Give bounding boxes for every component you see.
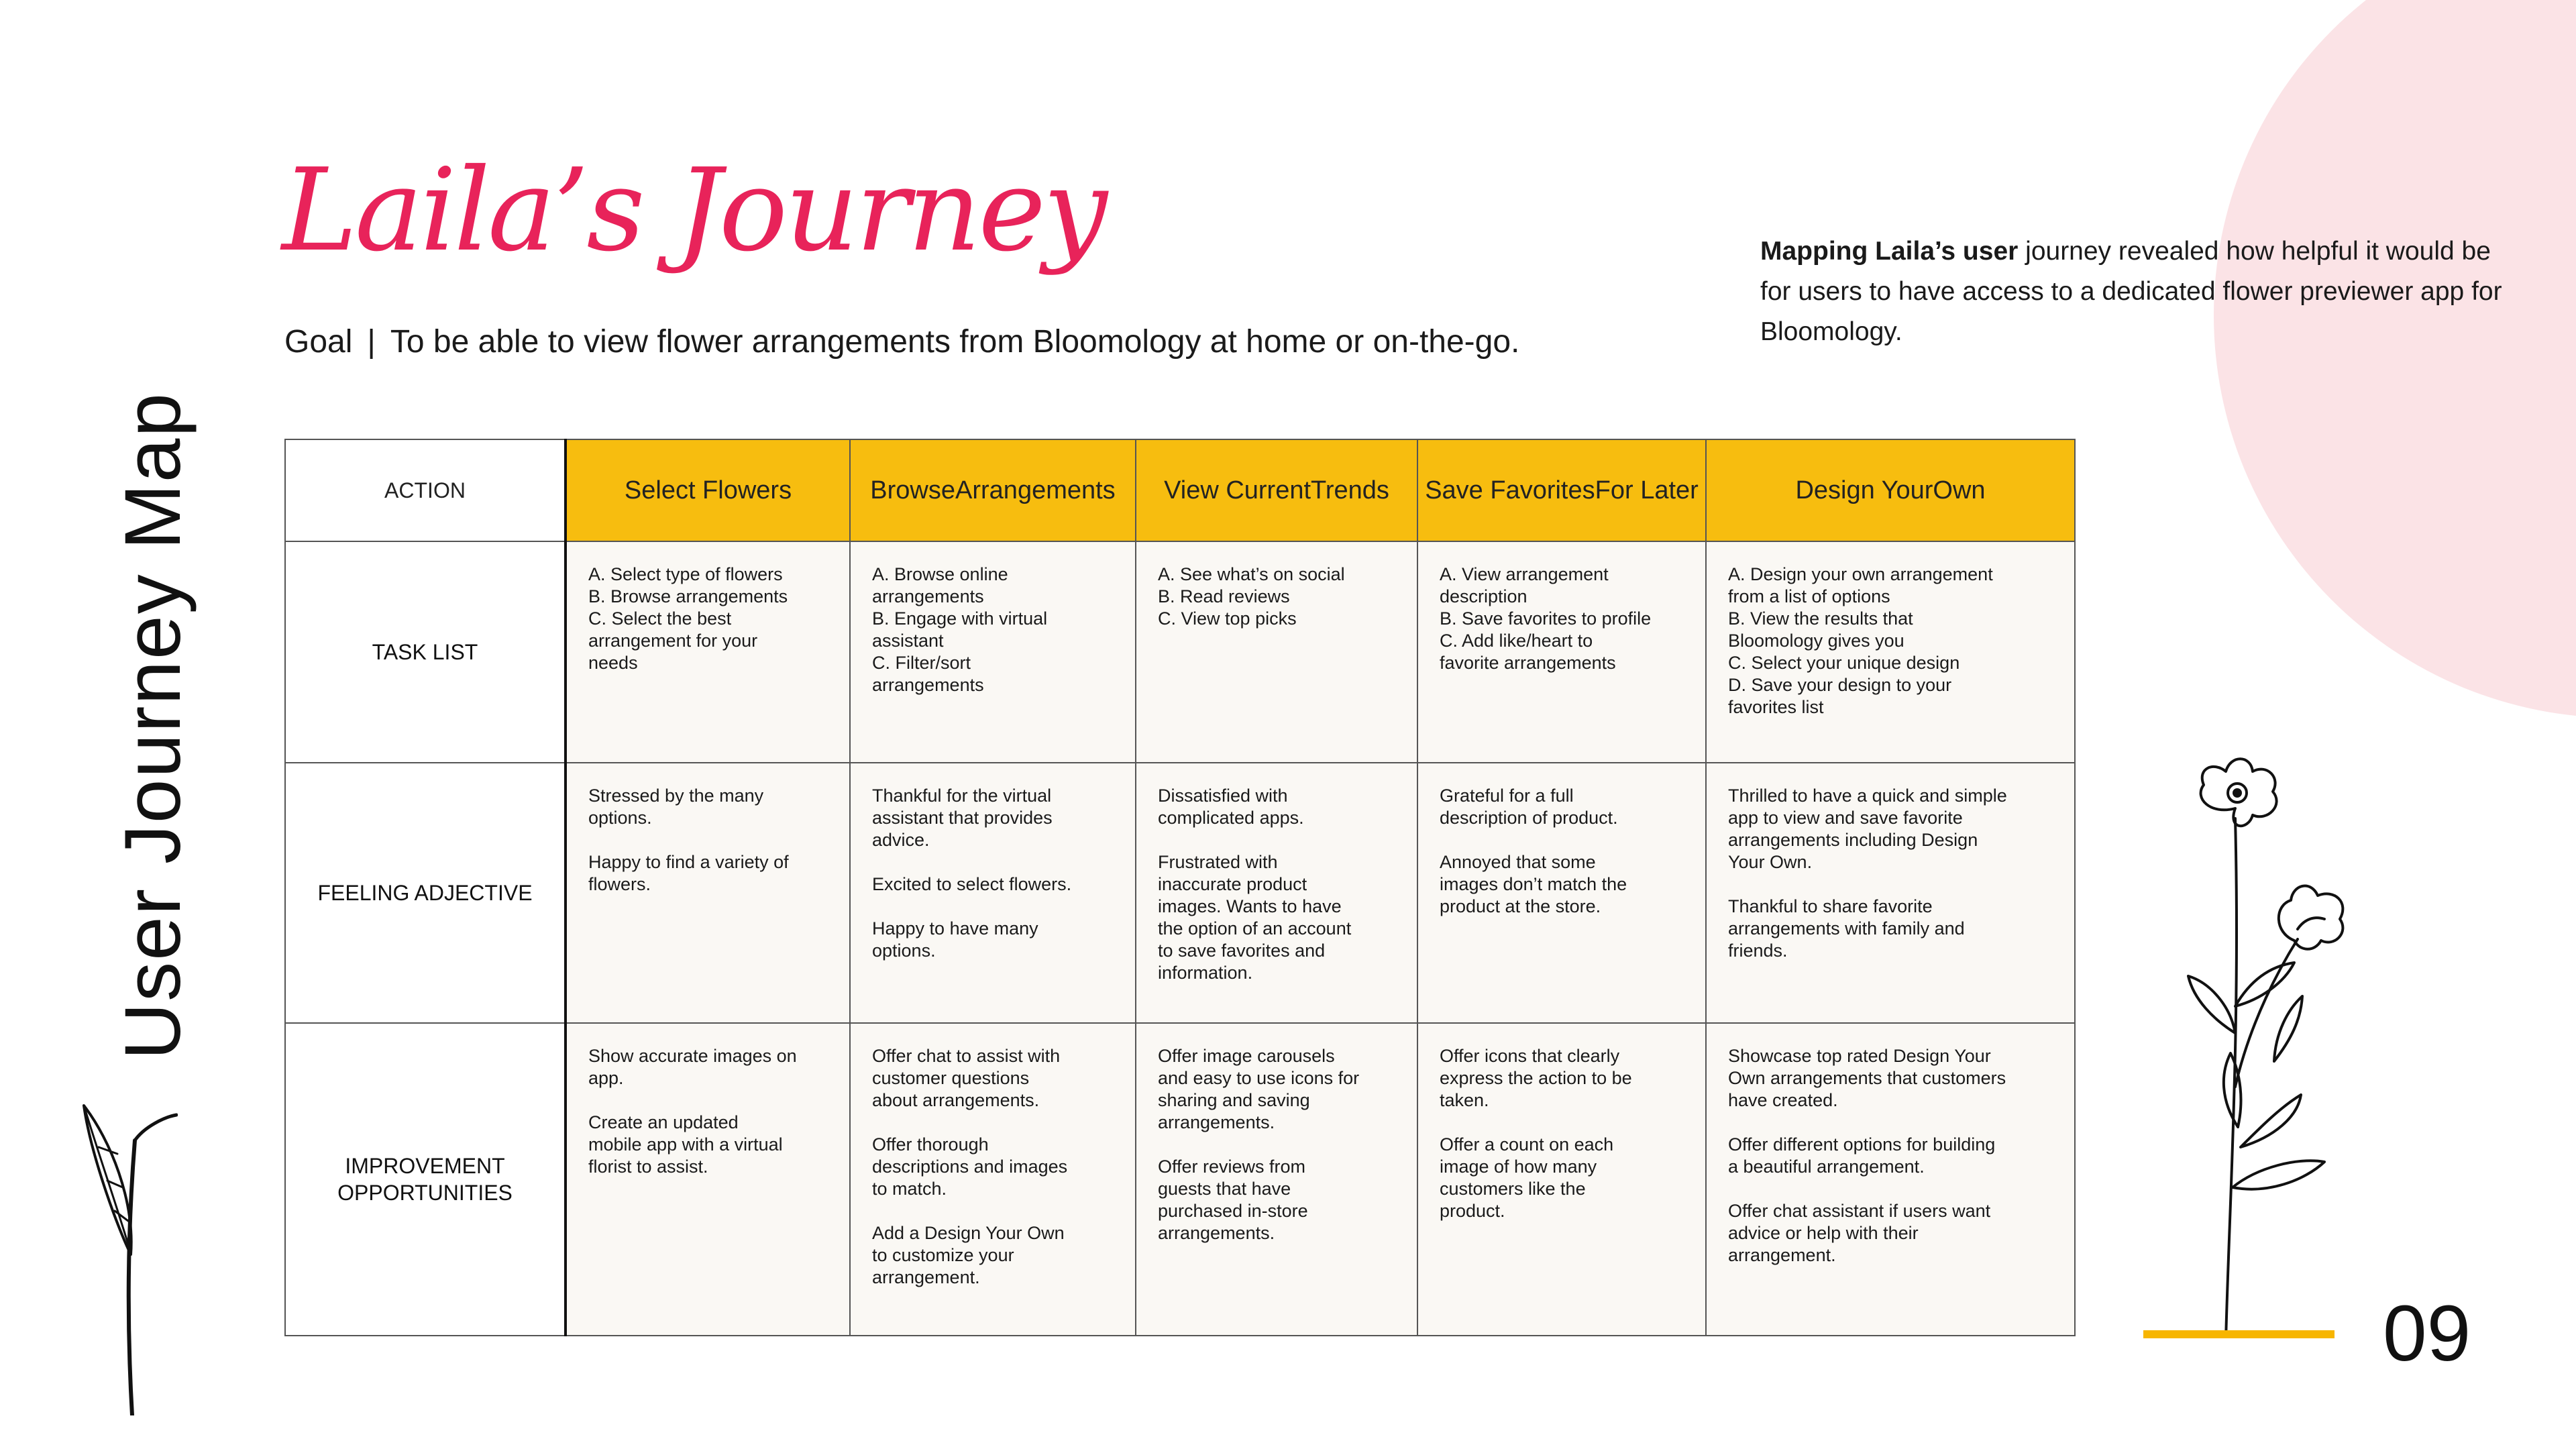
cell-text	[567, 1024, 849, 1178]
column-header	[1417, 439, 1706, 541]
cell-line: Offer image carousels	[1158, 1046, 1335, 1066]
cell-line: have created.	[1728, 1090, 1838, 1110]
column-header-line: Save Favorites	[1425, 476, 1595, 504]
cell-line	[872, 1112, 1122, 1134]
cell-text	[1707, 763, 2074, 962]
cell-text	[567, 542, 849, 674]
cell-line: A. View arrangement	[1440, 564, 1609, 584]
cell-line	[1440, 829, 1692, 851]
cell-line	[588, 1089, 836, 1112]
cell-line: Happy to have many	[872, 918, 1038, 938]
cell-line: about arrangements.	[872, 1090, 1040, 1110]
page-number: 09	[2383, 1289, 2471, 1378]
cell-line: Showcase top rated Design Your	[1728, 1046, 1991, 1066]
cell-line: from a list of options	[1728, 586, 1890, 606]
leaf-branch-icon	[70, 1100, 178, 1415]
cell-text	[567, 763, 849, 896]
cell-line: C. Select your unique design	[1728, 653, 1960, 673]
cell-line: C. Add like/heart to	[1440, 631, 1593, 651]
column-header-line: Design Your	[1795, 476, 1933, 504]
cell-line: purchased in-store	[1158, 1201, 1308, 1221]
row-label	[285, 763, 566, 1023]
goal-separator: |	[367, 324, 376, 360]
cell-line: assistant	[872, 631, 944, 651]
cell-line: complicated apps.	[1158, 808, 1304, 828]
cell-line: Excited to select flowers.	[872, 874, 1072, 894]
cell-text	[851, 1024, 1135, 1289]
cell-line: B. Read reviews	[1158, 586, 1290, 606]
table-cell	[566, 541, 850, 763]
summary-paragraph	[1760, 231, 2505, 352]
cell-line: Thrilled to have a quick and simple	[1728, 786, 2007, 806]
cell-line: Create an updated	[588, 1112, 739, 1132]
cell-line: B. Browse arrangements	[588, 586, 788, 606]
cell-line: taken.	[1440, 1090, 1489, 1110]
table-row	[285, 541, 2075, 763]
cell-line: florist to assist.	[588, 1157, 708, 1177]
cell-line: advice.	[872, 830, 930, 850]
cell-line: Annoyed that some	[1440, 852, 1596, 872]
cell-line: descriptions and images	[872, 1157, 1068, 1177]
row-label-line: OPPORTUNITIES	[337, 1181, 513, 1205]
cell-line: B. Save favorites to profile	[1440, 608, 1652, 629]
cell-line: arrangements	[872, 675, 984, 695]
table-cell	[850, 1023, 1136, 1336]
cell-line: assistant that provides	[872, 808, 1053, 828]
cell-text	[1418, 763, 1705, 918]
cell-line: image of how many	[1440, 1157, 1597, 1177]
cell-line: B. Engage with virtual	[872, 608, 1048, 629]
cell-line	[872, 896, 1122, 918]
cell-line: A. Browse online	[872, 564, 1008, 584]
table-row	[285, 763, 2075, 1023]
column-header	[850, 439, 1136, 541]
table-cell	[1706, 541, 2075, 763]
cell-line	[1728, 1112, 2061, 1134]
cell-line: arrangements.	[1158, 1112, 1275, 1132]
cell-line: Happy to find a variety of	[588, 852, 789, 872]
summary-text: journey revealed how helpful it would be for users to have access to a dedicated flower previewer app for Bloomology.	[1760, 237, 2502, 346]
cell-line: flowers.	[588, 874, 651, 894]
cell-line: advice or help with their	[1728, 1223, 1919, 1243]
table-cell	[1417, 763, 1706, 1023]
goal-label: Goal	[284, 324, 353, 360]
cell-line: favorites list	[1728, 697, 1824, 717]
cell-line: arrangement.	[872, 1267, 980, 1287]
cell-line: customers like the	[1440, 1179, 1586, 1199]
row-label-line: FEELING ADJECTIVE	[317, 881, 533, 905]
cell-line: sharing and saving	[1158, 1090, 1310, 1110]
column-header	[566, 439, 850, 541]
cell-line: description of product.	[1440, 808, 1618, 828]
cell-text	[1136, 763, 1417, 984]
cell-line	[1728, 873, 2061, 896]
table-cell	[566, 1023, 850, 1336]
cell-line: Grateful for a full	[1440, 786, 1574, 806]
cell-line: information.	[1158, 963, 1253, 983]
cell-line: to save favorites and	[1158, 941, 1326, 961]
page-number-rule	[2143, 1330, 2334, 1338]
cell-text	[1707, 542, 2074, 718]
column-header-line: Own	[1933, 476, 1986, 504]
cell-line: to match.	[872, 1179, 947, 1199]
cell-line: description	[1440, 586, 1527, 606]
cell-line: arrangement.	[1728, 1245, 1836, 1265]
cell-line: options.	[588, 808, 652, 828]
cell-line: Offer chat assistant if users want	[1728, 1201, 1991, 1221]
cell-text	[1707, 1024, 2074, 1267]
cell-line: Offer icons that clearly	[1440, 1046, 1620, 1066]
column-header-line: Browse	[870, 476, 956, 504]
cell-line: C. Select the best	[588, 608, 732, 629]
cell-line: A. Select type of flowers	[588, 564, 783, 584]
cell-line: the option of an account	[1158, 918, 1352, 938]
cell-line: mobile app with a virtual	[588, 1134, 783, 1155]
cell-line	[1158, 1134, 1403, 1156]
cell-line: product at the store.	[1440, 896, 1601, 916]
table-cell	[1136, 1023, 1417, 1336]
column-header-line: For Later	[1595, 476, 1699, 504]
cell-line: B. View the results that	[1728, 608, 1913, 629]
table-cell	[566, 763, 850, 1023]
cell-line	[1440, 1112, 1692, 1134]
cell-line: inaccurate product	[1158, 874, 1307, 894]
cell-line	[1728, 1178, 2061, 1200]
table-cell	[1136, 763, 1417, 1023]
table-header-row	[285, 439, 2075, 541]
cell-line: Offer reviews from	[1158, 1157, 1306, 1177]
column-header-line: Select Flowers	[624, 476, 792, 504]
cell-line	[872, 1200, 1122, 1222]
row-label	[285, 541, 566, 763]
cell-line: app.	[588, 1068, 624, 1088]
cell-line: arrangements	[872, 586, 984, 606]
side-title: User Journey Map	[109, 391, 197, 1061]
column-header-line: View Current	[1164, 476, 1311, 504]
cell-line: C. View top picks	[1158, 608, 1297, 629]
table-cell	[850, 763, 1136, 1023]
cell-line: arrangements with family and	[1728, 918, 1965, 938]
decorative-pink-circle	[2214, 0, 2576, 718]
cell-line	[1158, 829, 1403, 851]
cell-line: C. Filter/sort	[872, 653, 971, 673]
cell-line: friends.	[1728, 941, 1788, 961]
cell-line: to customize your	[872, 1245, 1014, 1265]
cell-line: Offer thorough	[872, 1134, 989, 1155]
goal-text: To be able to view flower arrangements from Bloomology at home or on-the-go.	[390, 324, 1520, 360]
table-cell	[1417, 541, 1706, 763]
cell-text	[1136, 1024, 1417, 1244]
row-label	[285, 1023, 566, 1336]
column-header-line: Arrangements	[955, 476, 1116, 504]
cell-line: images don’t match the	[1440, 874, 1627, 894]
table-cell	[1706, 1023, 2075, 1336]
cell-line: customer questions	[872, 1068, 1030, 1088]
flower-drawing-icon	[2174, 751, 2375, 1335]
cell-line: Thankful to share favorite	[1728, 896, 1933, 916]
cell-line: Bloomology gives you	[1728, 631, 1904, 651]
cell-line: images. Wants to have	[1158, 896, 1342, 916]
cell-line: options.	[872, 941, 936, 961]
cell-line: favorite arrangements	[1440, 653, 1616, 673]
cell-text	[1136, 542, 1417, 630]
cell-line: product.	[1440, 1201, 1505, 1221]
table-cell	[1136, 541, 1417, 763]
cell-line: A. Design your own arrangement	[1728, 564, 1993, 584]
column-header	[1706, 439, 2075, 541]
cell-line: and easy to use icons for	[1158, 1068, 1360, 1088]
page-title: Laila’s Journey	[282, 144, 1106, 277]
cell-line: Offer different options for building	[1728, 1134, 1996, 1155]
cell-line: app to view and save favorite	[1728, 808, 1963, 828]
cell-line: Your Own.	[1728, 852, 1813, 872]
cell-line: a beautiful arrangement.	[1728, 1157, 1925, 1177]
table-cell	[1706, 763, 2075, 1023]
cell-text	[1418, 542, 1705, 674]
cell-line: Offer a count on each	[1440, 1134, 1614, 1155]
cell-line: express the action to be	[1440, 1068, 1632, 1088]
goal-statement	[284, 323, 1519, 360]
cell-line: D. Save your design to your	[1728, 675, 1952, 695]
cell-text	[1418, 1024, 1705, 1222]
table-corner-label: ACTION	[285, 439, 566, 541]
cell-line: Dissatisfied with	[1158, 786, 1288, 806]
cell-line: arrangements including Design	[1728, 830, 1978, 850]
cell-text	[851, 542, 1135, 696]
cell-line	[588, 829, 836, 851]
cell-line: A. See what’s on social	[1158, 564, 1345, 584]
table-cell	[1417, 1023, 1706, 1336]
cell-line: Show accurate images on	[588, 1046, 797, 1066]
cell-line: Own arrangements that customers	[1728, 1068, 2006, 1088]
cell-line: guests that have	[1158, 1179, 1291, 1199]
cell-line: Offer chat to assist with	[872, 1046, 1061, 1066]
column-header	[1136, 439, 1417, 541]
cell-line: arrangement for your	[588, 631, 758, 651]
journey-table	[284, 439, 2076, 1336]
cell-line: Stressed by the many	[588, 786, 764, 806]
cell-line: needs	[588, 653, 638, 673]
cell-line: Thankful for the virtual	[872, 786, 1052, 806]
table-cell	[850, 541, 1136, 763]
cell-line: arrangements.	[1158, 1223, 1275, 1243]
cell-line	[872, 851, 1122, 873]
row-label-line: TASK LIST	[372, 640, 478, 664]
cell-line: Add a Design Your Own	[872, 1223, 1065, 1243]
summary-bold: Mapping Laila’s user	[1760, 237, 2019, 266]
column-header-line: Trends	[1311, 476, 1389, 504]
cell-line: Frustrated with	[1158, 852, 1278, 872]
table-row	[285, 1023, 2075, 1336]
cell-text	[851, 763, 1135, 962]
row-label-line: IMPROVEMENT	[345, 1154, 505, 1178]
